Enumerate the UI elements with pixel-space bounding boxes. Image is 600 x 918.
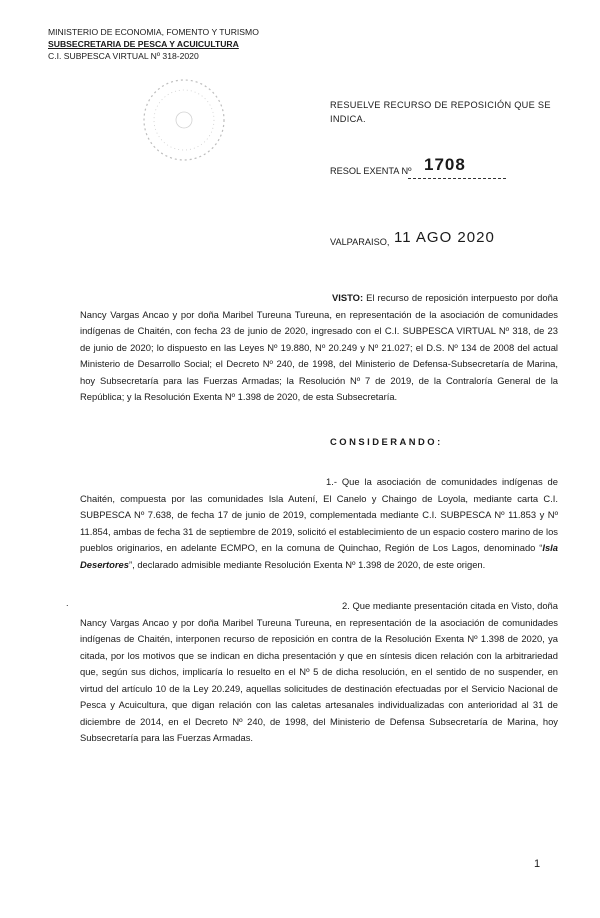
date-stamp: 11 AGO 2020 bbox=[394, 229, 495, 246]
resolution-label: RESOL EXENTA Nº bbox=[330, 166, 412, 176]
considerando-paragraph-1 bbox=[80, 474, 558, 573]
considerando-heading: CONSIDERANDO: bbox=[330, 436, 443, 447]
subsecretaria-name: SUBSECRETARIA DE PESCA Y ACUICULTURA bbox=[48, 39, 239, 49]
considerando-1-text: 1.- Que la asociación de comunidades indígenas de Chaitén, compuesta por las comunidades Isla Autení, El Canelo y Chaingo de Loyola, mediante carta C.I. SUBPESCA Nº 7.638, de fecha 17 de junio de 2019, complementada mediante C.I. SUBPESCA Nº 11.853 y Nº 11.854, ambas de fecha 31 de septiembre de 2019, solicitó el establecimiento de un espacio costero marino de los pueblos originarios, en adelante ECMPO, en la comuna de Quinchao, Región de Los Lagos, denominado “ bbox=[80, 476, 558, 553]
ci-reference: C.I. SUBPESCA VIRTUAL Nº 318-2020 bbox=[48, 51, 199, 61]
ministry-name: MINISTERIO DE ECONOMIA, FOMENTO Y TURISMO bbox=[48, 27, 259, 37]
ecmpo-name: Isla Desertores bbox=[80, 542, 558, 570]
resolution-summary-line-2: INDICA. bbox=[330, 114, 366, 124]
margin-mark: . bbox=[66, 598, 69, 608]
letterhead bbox=[48, 26, 259, 62]
considerando-paragraph-2: 2. Que mediante presentación citada en Visto, doña Nancy Vargas Ancao y por doña Maribel Tureuna Tureuna, en representación de la asociación de comunidades indígenas de Chaitén, interponen recurso de reposición en contra de la Resolución Exenta Nº 1.398 de 2020, ya citada, por los motivos que se indican en dicha presentación y que en síntesis dicen relación con la arbitrariedad que, según sus dichos, implicaría lo resuelto en el Nº 5 de dicha resolución, en el sentido de no suspender, en virtud del artículo 10 de la Ley 20.249, aquellas solicitudes de destinación efectuadas por el Servicio Nacional de Pesca y Acuicultura, que digan relación con las caletas artesanales individualizadas con anterioridad al 31 de diciembre de 2014, en el Decreto Nº 240, de 1998, del Ministerio de Defensa Subsecretaría de Marina, hoy Subsecretaría para las Fuerzas Armadas. bbox=[80, 600, 558, 743]
resolution-summary-line-1: RESUELVE RECURSO DE REPOSICIÓN QUE SE bbox=[330, 100, 551, 110]
resolution-number-underline bbox=[408, 178, 506, 179]
visto-text: El recurso de reposición interpuesto por doña Nancy Vargas Ancao y por doña Maribel Tureuna Tureuna, en representación de la asociación de comunidades indígenas de Chaitén, con fecha 23 de junio de 2020, ingresado con el C.I. SUBPESCA VIRTUAL Nº 318, de 23 de junio de 2020; lo dispuesto en las Leyes Nº 19.880, Nº 20.249 y Nº 21.027; el D.S. Nº 134 de 2008 del actual Ministerio de Desarrollo Social; el Decreto Nº 240, de 1998, del Ministerio de Defensa-Subsecretaría de Marina, hoy Subsecretaría para las Fuerzas Armadas; la Resolución Nº 7 de 2019, de la Contraloría General de la República; y la Resolución Exenta Nº 1.398 de 2020, de esta Subsecretaría. bbox=[80, 292, 558, 402]
visto-label: VISTO: bbox=[332, 292, 364, 303]
considerando-1-text-end: ”, declarado admisible mediante Resolución Exenta Nº 1.398 de 2020, de este origen. bbox=[129, 558, 486, 570]
resolution-summary bbox=[330, 98, 551, 126]
city: VALPARAISO, bbox=[330, 237, 390, 247]
resolution-number: 1708 bbox=[424, 155, 466, 174]
page-number: 1 bbox=[534, 858, 541, 870]
visto-paragraph bbox=[80, 290, 558, 406]
official-seal-stamp bbox=[138, 74, 230, 166]
